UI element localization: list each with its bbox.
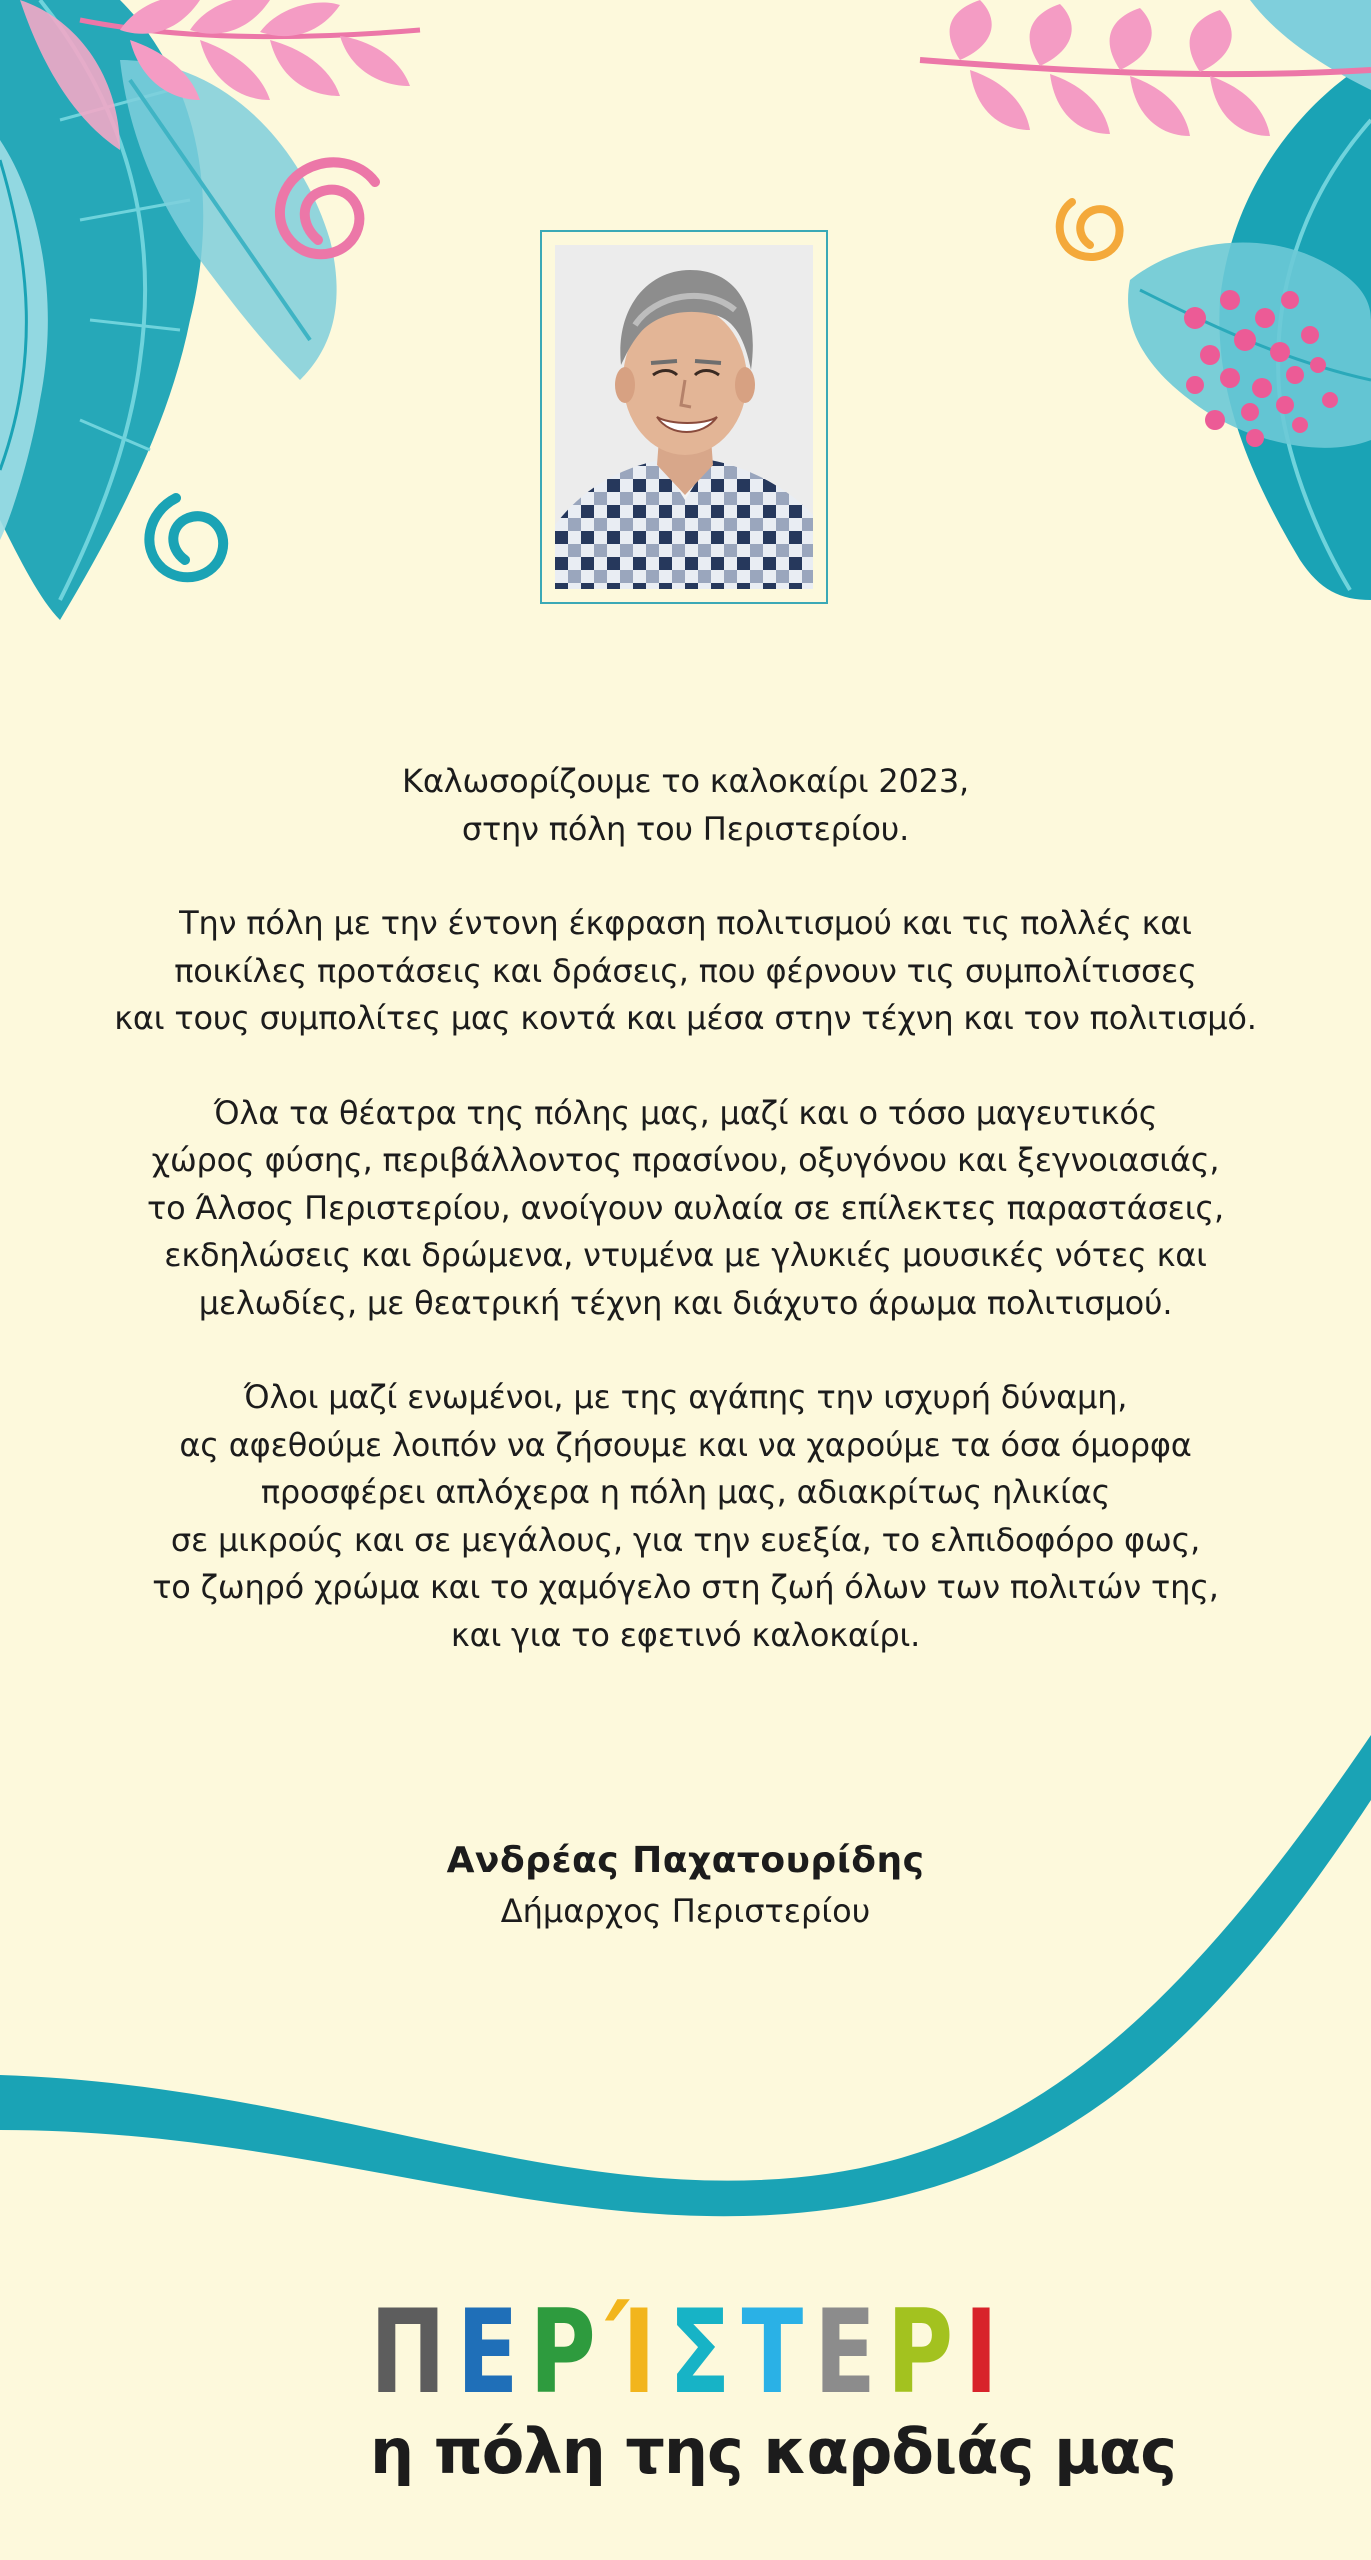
top-left-leaf-cluster: [0, 0, 420, 620]
teal-wave: [0, 1735, 1371, 2216]
signature-title: Δήμαρχος Περιστερίου: [500, 1892, 871, 1930]
orange-swirl: [1060, 202, 1120, 257]
top-right-leaf-cluster: [920, 0, 1371, 600]
text-line: σε μικρούς και σε μεγάλους, για την ευεξία, το ελπιδοφόρο φως,: [170, 1520, 1201, 1559]
text-line: ας αφεθούμε λοιπόν να ζήσουμε και να χαρούμε τα όσα όμορφα: [179, 1425, 1192, 1464]
mayor-portrait: [555, 245, 813, 589]
text-line: Καλωσορίζουμε το καλοκαίρι 2023,: [402, 762, 969, 800]
logo-letter: Ε: [814, 2285, 876, 2420]
text-line: Όλα τα θέατρα της πόλης μας, μαζί και ο τόσο μαγευτικός: [213, 1093, 1158, 1132]
paragraph-culture: [100, 900, 1271, 1043]
paragraph-intro: [100, 758, 1271, 853]
logo-letter: Ρ: [529, 2285, 596, 2420]
logo-letter: Ε: [456, 2285, 519, 2420]
teal-swirl: [149, 498, 223, 577]
logo-wordmark: [370, 2285, 998, 2420]
peristeri-logo: [370, 2285, 1177, 2488]
text-line: Όλοι μαζί ενωμένοι, με της αγάπης την ισχυρή δύναμη,: [243, 1378, 1128, 1416]
text-line: στην πόλη του Περιστερίου.: [461, 809, 910, 848]
logo-letter: Π: [370, 2285, 446, 2420]
logo-letter: Ι: [964, 2285, 998, 2420]
paragraph-together: [100, 1374, 1271, 1659]
text-line: ποικίλες προτάσεις και δράσεις, που φέρνουν τις συμπολίτισσες: [174, 951, 1197, 990]
text-line: μελωδίες, με θεατρική τέχνη και διάχυτο άρωμα πολιτισμού.: [198, 1283, 1173, 1322]
text-line: το ζωηρό χρώμα και το χαμόγελο στη ζωή όλων των πολιτών της,: [152, 1568, 1219, 1606]
paragraph-theatres: [100, 1090, 1271, 1328]
signature-name: Ανδρέας Παχατουρίδης: [446, 1840, 925, 1881]
portrait-frame: [540, 230, 828, 604]
text-line: εκδηλώσεις και δρώμενα, ντυμένα με γλυκιές μουσικές νότες και: [164, 1236, 1207, 1274]
logo-letter: Ρ: [886, 2285, 954, 2420]
text-line: Την πόλη με την έντονη έκφραση πολιτισμού και τις πολλές και: [179, 904, 1192, 942]
logo-letter: Ί: [606, 2285, 658, 2420]
text-line: και τους συμπολίτες μας κοντά και μέσα στην τέχνη και τον πολιτισμό.: [114, 999, 1257, 1037]
welcome-message: [100, 758, 1271, 1706]
text-line: και για το εφετινό καλοκαίρι.: [450, 1615, 921, 1654]
text-line: προσφέρει απλόχερα η πόλη μας, αδιακρίτως ηλικίας: [260, 1473, 1111, 1511]
logo-letter: Τ: [741, 2285, 804, 2420]
logo-letter: Σ: [668, 2285, 731, 2420]
portrait-photo-icon: [555, 245, 813, 589]
text-line: χώρος φύσης, περιβάλλοντος πρασίνου, οξυγόνου και ξεγνοιασιάς,: [151, 1141, 1220, 1179]
text-line: το Άλσος Περιστερίου, ανοίγουν αυλαία σε επίλεκτες παραστάσεις,: [147, 1188, 1224, 1227]
logo-slogan: η πόλη της καρδιάς μας: [370, 2415, 1177, 2488]
